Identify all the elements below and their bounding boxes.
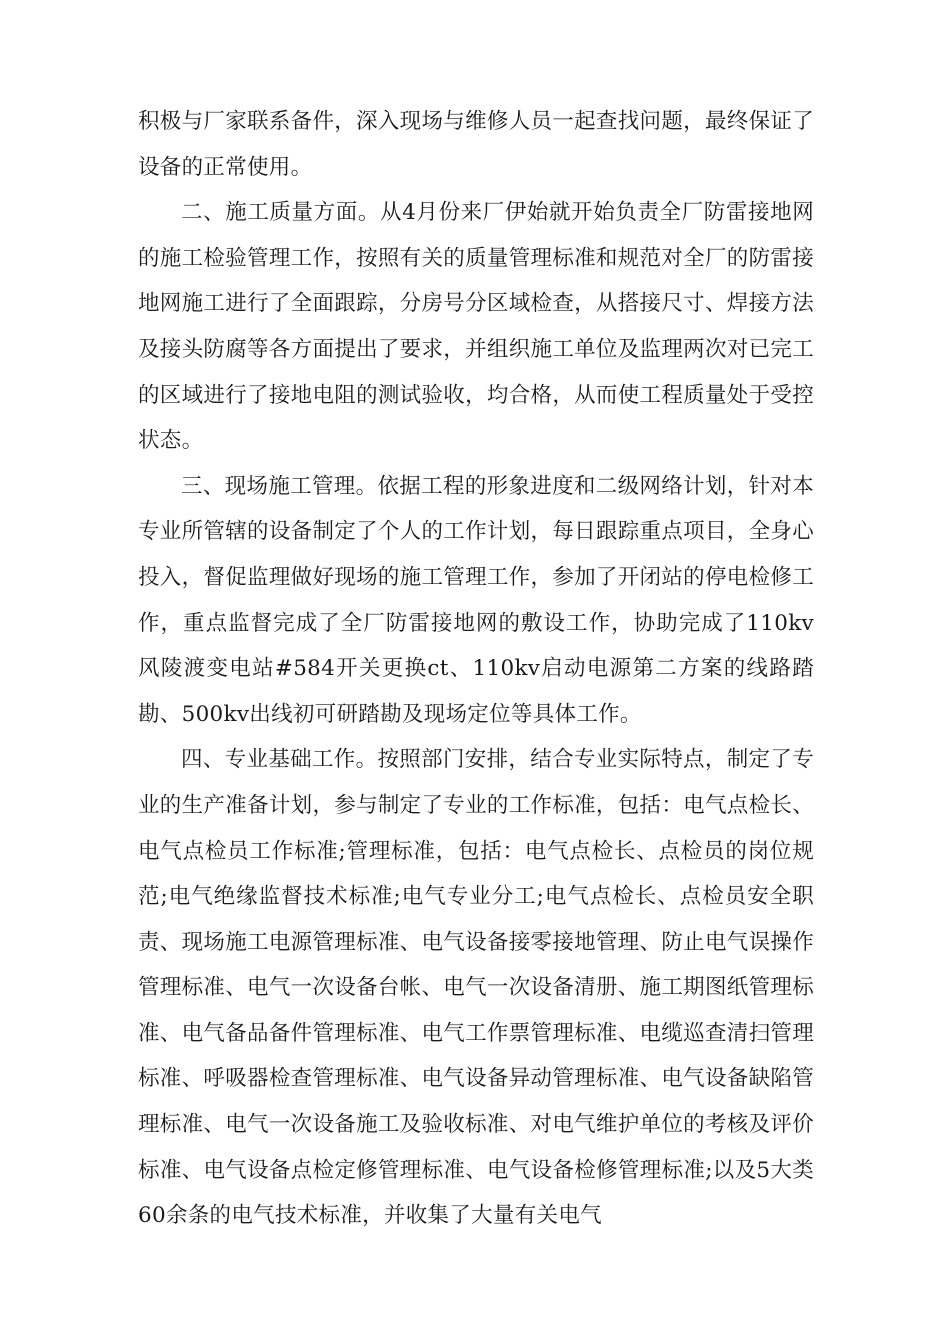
paragraph-continued-intro: 积极与厂家联系备件，深入现场与维修人员一起查找问题，最终保证了设备的正常使用。 [138, 109, 814, 180]
document-body [138, 99, 814, 1239]
paragraph-construction-quality: 二、施工质量方面。从4月份来厂伊始就开始负责全厂防雷接地网的施工检验管理工作，按照有关的质量管理标准和规范对全厂的防雷接地网施工进行了全面跟踪，分房号分区域检查，从搭接尺寸、焊接方法及接头防腐等各方面提出了要求，并组织施工单位及监理两次对已完工的区域进行了接地电阻的测试验收，均合格，从而使工程质量处于受控状态。 [138, 200, 814, 454]
paragraph-site-construction-management: 三、现场施工管理。依据工程的形象进度和二级网络计划，针对本专业所管辖的设备制定了个人的工作计划，每日跟踪重点项目，全身心投入，督促监理做好现场的施工管理工作，参加了开闭站的停电检修工作，重点监督完成了全厂防雷接地网的敷设工作，协助完成了110kv风陵渡变电站#584开关更换ct、110kv启动电源第二方案的线路踏勘、500kv出线初可研踏勘及现场定位等具体工作。 [138, 473, 814, 727]
paragraph-professional-foundation-work: 四、专业基础工作。按照部门安排，结合专业实际特点，制定了专业的生产准备计划，参与制定了专业的工作标准，包括：电气点检长、电气点检员工作标准;管理标准，包括：电气点检长、点检员的岗位规范;电气绝缘监督技术标准;电气专业分工;电气点检长、点检员安全职责、现场施工电源管理标准、电气设备接零接地管理、防止电气误操作管理标准、电气一次设备台帐、电气一次设备清册、施工期图纸管理标准、电气备品备件管理标准、电气工作票管理标准、电缆巡查清扫管理标准、呼吸器检查管理标准、电气设备异动管理标准、电气设备缺陷管理标准、电气一次设备施工及验收标准、对电气维护单位的考核及评价标准、电气设备点检定修管理标准、电气设备检修管理标准;以及5大类60余条的电气技术标准，并收集了大量有关电气 [138, 747, 814, 1229]
